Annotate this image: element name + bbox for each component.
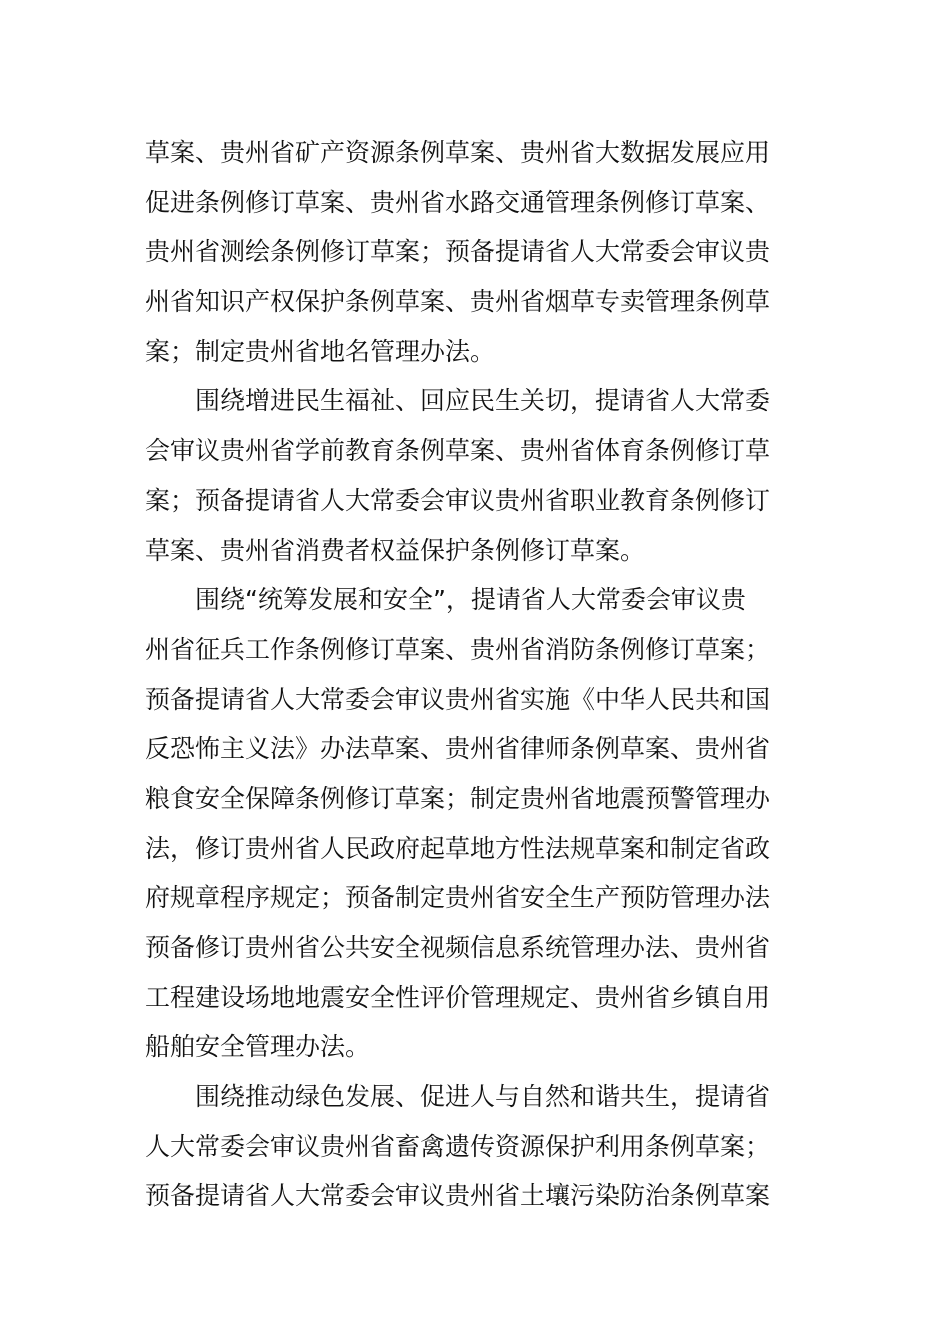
paragraph-4-line-2: 人大常委会审议贵州省畜禽遗传资源保护利用条例草案； xyxy=(145,1131,771,1161)
paragraph-1-line-4: 州省知识产权保护条例草案、贵州省烟草专卖管理条例草 xyxy=(145,287,771,317)
paragraph-1-line-5: 案；制定贵州省地名管理办法。 xyxy=(145,336,496,366)
paragraph-3-line-8: 预备修订贵州省公共安全视频信息系统管理办法、贵州省 xyxy=(145,933,771,962)
document-body xyxy=(145,128,810,1221)
paragraph-4-line-3: 预备提请省人大常委会审议贵州省土壤污染防治条例草案 xyxy=(145,1181,771,1211)
paragraph-3-line-5: 粮食安全保障条例修订草案；制定贵州省地震预警管理办 xyxy=(145,783,771,813)
paragraph-3-line-2: 州省征兵工作条例修订草案、贵州省消防条例修订草案； xyxy=(145,634,771,664)
paragraph-3-line-7: 府规章程序规定；预备制定贵州省安全生产预防管理办法 xyxy=(145,883,771,913)
paragraph-2-line-4: 草案、贵州省消费者权益保护条例修订草案。 xyxy=(145,535,646,565)
paragraph-3-line-1: 围绕“统筹发展和安全”，提请省人大常委会审议贵 xyxy=(195,585,746,615)
paragraph-2-line-3: 案；预备提请省人大常委会审议贵州省职业教育条例修订 xyxy=(145,485,771,515)
paragraph-1-line-2: 促进条例修订草案、贵州省水路交通管理条例修订草案、 xyxy=(145,187,771,217)
paragraph-1-line-1: 草案、贵州省矿产资源条例草案、贵州省大数据发展应用 xyxy=(145,138,771,167)
paragraph-3-line-6: 法，修订贵州省人民政府起草地方性法规草案和制定省政 xyxy=(145,833,771,863)
paragraph-1-line-3: 贵州省测绘条例修订草案；预备提请省人大常委会审议贵 xyxy=(145,237,771,267)
paragraph-4-line-1: 围绕推动绿色发展、促进人与自然和谐共生，提请省 xyxy=(195,1082,771,1112)
paragraph-3-line-3: 预备提请省人大常委会审议贵州省实施《中华人民共和国 xyxy=(145,684,771,714)
paragraph-3-line-10: 船舶安全管理办法。 xyxy=(145,1032,371,1062)
paragraph-2-line-2: 会审议贵州省学前教育条例草案、贵州省体育条例修订草 xyxy=(145,436,771,466)
paragraph-3-line-4: 反恐怖主义法》办法草案、贵州省律师条例草案、贵州省 xyxy=(145,734,771,764)
paragraph-2-line-1: 围绕增进民生福祉、回应民生关切，提请省人大常委 xyxy=(195,386,771,416)
paragraph-3-line-9: 工程建设场地地震安全性评价管理规定、贵州省乡镇自用 xyxy=(145,982,771,1012)
